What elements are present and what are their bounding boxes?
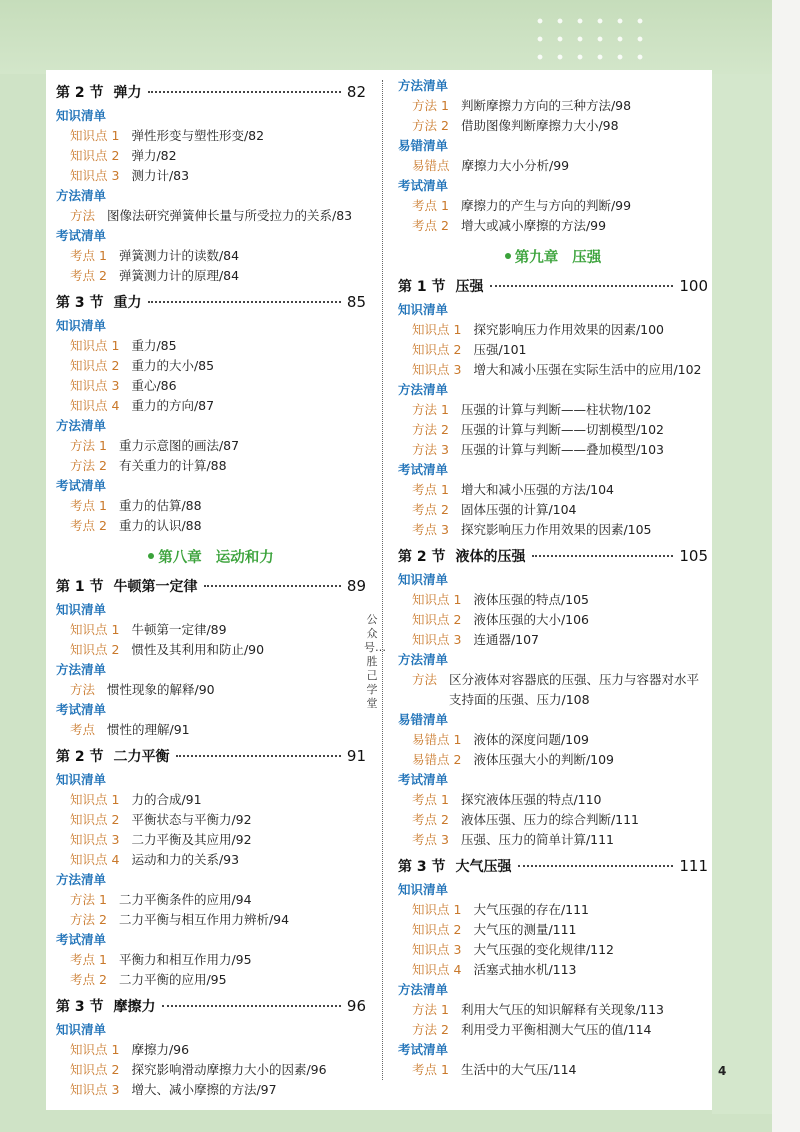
section-number: 第 3 节 — [56, 295, 104, 311]
toc-item[interactable] — [56, 640, 366, 660]
item-text: 弹簧测力计的读数/84 — [118, 248, 240, 263]
item-text: 活塞式抽水机/113 — [473, 962, 577, 977]
item-text: 液体的深度问题/109 — [473, 732, 590, 747]
item-tag: 知识点 1 — [70, 792, 120, 807]
category-label: 知识清单 — [398, 302, 449, 317]
toc-item[interactable] — [398, 750, 708, 770]
item-tag: 考点 2 — [412, 812, 449, 827]
item-text: 重力示意图的画法/87 — [118, 438, 240, 453]
item-tag: 知识点 4 — [70, 852, 120, 867]
toc-item[interactable] — [56, 1040, 366, 1060]
item-tag: 知识点 3 — [412, 632, 462, 647]
category-label: 方法清单 — [56, 188, 107, 203]
toc-right-column — [398, 76, 708, 1080]
item-text: 借助图像判断摩擦力大小/98 — [460, 118, 619, 133]
toc-item[interactable] — [56, 970, 366, 990]
toc-item[interactable] — [398, 500, 708, 520]
toc-item[interactable] — [398, 216, 708, 236]
item-tag: 知识点 4 — [412, 962, 462, 977]
item-text: 固体压强的计算/104 — [460, 502, 577, 517]
toc-item[interactable] — [398, 940, 708, 960]
category-label: 方法清单 — [398, 652, 449, 667]
toc-item[interactable] — [56, 436, 366, 456]
top-band — [0, 0, 800, 74]
toc-item[interactable] — [56, 166, 366, 186]
item-text: 力的合成/91 — [131, 792, 202, 807]
item-tag: 方法 — [70, 208, 96, 223]
toc-item[interactable] — [56, 336, 366, 356]
section-number: 第 2 节 — [56, 85, 104, 101]
item-tag: 考点 3 — [412, 522, 449, 537]
dot-leader — [176, 755, 341, 757]
item-tag: 方法 — [70, 682, 96, 697]
item-text: 惯性及其利用和防止/90 — [131, 642, 265, 657]
category-label: 知识清单 — [56, 1022, 107, 1037]
item-tag: 考点 2 — [70, 972, 107, 987]
category-label: 方法清单 — [56, 872, 107, 887]
item-text: 探究影响压力作用效果的因素/100 — [473, 322, 665, 337]
item-tag: 知识点 2 — [70, 812, 120, 827]
item-text: 液体压强大小的判断/109 — [473, 752, 615, 767]
section-heading[interactable] — [398, 546, 708, 570]
item-text: 生活中的大气压/114 — [460, 1062, 577, 1077]
section-title: 重力 — [113, 295, 142, 311]
item-text: 弹簧测力计的原理/84 — [118, 268, 240, 283]
item-tag: 知识点 1 — [412, 592, 462, 607]
toc-item[interactable] — [56, 910, 366, 930]
item-tag: 方法 2 — [70, 458, 107, 473]
item-tag: 知识点 2 — [70, 642, 120, 657]
item-tag: 知识点 1 — [70, 1042, 120, 1057]
category-label: 方法清单 — [398, 382, 449, 397]
toc-item[interactable] — [398, 920, 708, 940]
item-text: 平衡力和相互作用力/95 — [118, 952, 252, 967]
bullet-icon — [148, 553, 154, 559]
toc-item[interactable] — [398, 830, 708, 850]
item-tag: 知识点 3 — [412, 942, 462, 957]
item-text: 平衡状态与平衡力/92 — [131, 812, 252, 827]
item-text: 摩擦力的产生与方向的判断/99 — [460, 198, 632, 213]
chapter-number: 第九章 — [514, 249, 559, 266]
toc-left-column — [56, 76, 366, 1100]
decorative-dots — [530, 12, 650, 72]
item-tag: 方法 1 — [412, 402, 449, 417]
toc-item[interactable] — [398, 440, 708, 460]
dot-leader — [532, 555, 674, 557]
section-number: 第 2 节 — [56, 749, 104, 765]
item-tag: 知识点 4 — [70, 398, 120, 413]
item-tag: 知识点 1 — [70, 338, 120, 353]
item-text: 液体压强、压力的综合判断/111 — [460, 812, 640, 827]
item-text: 大气压强的存在/111 — [473, 902, 590, 917]
item-text: 增大、减小摩擦的方法/97 — [131, 1082, 277, 1097]
category-label: 知识清单 — [56, 602, 107, 617]
toc-item[interactable] — [56, 890, 366, 910]
item-tag: 易错点 1 — [412, 732, 462, 747]
category-label: 易错清单 — [398, 138, 449, 153]
item-text: 液体压强的大小/106 — [473, 612, 590, 627]
toc-item[interactable] — [398, 116, 708, 136]
item-text: 二力平衡及其应用/92 — [131, 832, 252, 847]
category-label: 考试清单 — [398, 462, 449, 477]
item-text: 重力的认识/88 — [118, 518, 202, 533]
section-number: 第 1 节 — [398, 279, 446, 295]
toc-item[interactable] — [398, 630, 708, 650]
item-tag: 方法 2 — [412, 118, 449, 133]
section-number: 第 3 节 — [56, 999, 104, 1015]
item-tag: 考点 1 — [412, 1062, 449, 1077]
item-text: 压强的计算与判断——切割模型/102 — [460, 422, 665, 437]
item-text: 弹力/82 — [131, 148, 177, 163]
item-tag: 方法 1 — [70, 892, 107, 907]
item-text: 利用受力平衡相测大气压的值/114 — [460, 1022, 652, 1037]
item-text: 重力的估算/88 — [118, 498, 202, 513]
toc-item[interactable] — [398, 610, 708, 630]
dot-leader — [162, 1005, 341, 1007]
item-tag: 方法 1 — [412, 1002, 449, 1017]
item-tag: 方法 1 — [412, 98, 449, 113]
item-tag: 知识点 3 — [70, 378, 120, 393]
right-edge — [772, 0, 800, 1132]
item-tag: 方法 — [412, 672, 438, 687]
toc-item[interactable] — [398, 520, 708, 540]
toc-item[interactable] — [56, 790, 366, 810]
item-text: 重力的大小/85 — [131, 358, 215, 373]
item-tag: 方法 3 — [412, 442, 449, 457]
dot-leader — [148, 91, 341, 93]
dot-leader — [148, 301, 341, 303]
toc-item[interactable] — [398, 340, 708, 360]
toc-item[interactable] — [56, 146, 366, 166]
toc-item[interactable] — [398, 960, 708, 980]
toc-item[interactable] — [56, 496, 366, 516]
section-number: 第 3 节 — [398, 859, 446, 875]
section-title: 压强 — [455, 279, 484, 295]
toc-item[interactable] — [398, 400, 708, 420]
item-tag: 考点 3 — [412, 832, 449, 847]
toc-item[interactable] — [56, 620, 366, 640]
toc-item[interactable] — [56, 516, 366, 536]
item-text: 压强、压力的简单计算/111 — [460, 832, 615, 847]
item-text: 重力/85 — [131, 338, 177, 353]
category-label: 考试清单 — [56, 932, 107, 947]
item-tag: 知识点 1 — [70, 128, 120, 143]
toc-item[interactable] — [56, 720, 366, 740]
item-text: 摩擦力/96 — [131, 1042, 190, 1057]
toc-item[interactable] — [398, 420, 708, 440]
item-text: 液体压强的特点/105 — [473, 592, 590, 607]
toc-item[interactable] — [398, 810, 708, 830]
item-tag: 考点 1 — [70, 498, 107, 513]
item-tag: 知识点 3 — [412, 362, 462, 377]
section-page: 89 — [346, 577, 366, 595]
section-number: 第 1 节 — [56, 579, 104, 595]
toc-item[interactable] — [56, 376, 366, 396]
toc-item[interactable] — [398, 320, 708, 340]
item-text: 弹性形变与塑性形变/82 — [131, 128, 265, 143]
chapter-heading[interactable] — [56, 542, 366, 570]
item-text: 大气压强的变化规律/112 — [473, 942, 615, 957]
item-text: 惯性现象的解释/90 — [107, 682, 215, 697]
toc-item[interactable] — [398, 670, 708, 710]
section-heading[interactable] — [56, 576, 366, 600]
item-text: 增大和减小压强的方法/104 — [460, 482, 615, 497]
item-tag: 知识点 3 — [70, 168, 120, 183]
item-tag: 考点 2 — [70, 268, 107, 283]
section-title: 摩擦力 — [113, 999, 156, 1015]
item-text: 二力平衡条件的应用/94 — [118, 892, 252, 907]
item-tag: 考点 — [70, 722, 96, 737]
category-label: 方法清单 — [398, 78, 449, 93]
toc-item[interactable] — [398, 156, 708, 176]
item-text: 摩擦力大小分析/99 — [461, 158, 570, 173]
item-tag: 知识点 3 — [70, 832, 120, 847]
toc-item[interactable] — [398, 1020, 708, 1040]
column-divider — [382, 80, 383, 1080]
item-tag: 知识点 3 — [70, 1082, 120, 1097]
toc-item[interactable] — [56, 830, 366, 850]
item-tag: 方法 2 — [412, 1022, 449, 1037]
section-heading[interactable] — [56, 82, 366, 106]
category-label: 易错清单 — [398, 712, 449, 727]
category-label: 考试清单 — [398, 178, 449, 193]
toc-item[interactable] — [398, 590, 708, 610]
toc-item[interactable] — [398, 196, 708, 216]
section-title: 大气压强 — [455, 859, 512, 875]
category-label: 知识清单 — [56, 318, 107, 333]
item-tag: 知识点 2 — [70, 1062, 120, 1077]
section-page: 105 — [679, 547, 708, 565]
item-tag: 考点 2 — [70, 518, 107, 533]
toc-item[interactable] — [398, 96, 708, 116]
item-tag: 考点 1 — [70, 952, 107, 967]
item-tag: 知识点 2 — [412, 612, 462, 627]
category-label: 知识清单 — [398, 882, 449, 897]
chapter-title: 压强 — [572, 249, 602, 266]
category-label: 知识清单 — [56, 108, 107, 123]
section-heading[interactable] — [56, 292, 366, 316]
item-text: 二力平衡与相互作用力辨析/94 — [118, 912, 290, 927]
section-page: 82 — [346, 83, 366, 101]
item-text: 图像法研究弹簧伸长量与所受拉力的关系/83 — [107, 208, 353, 223]
category-label: 方法清单 — [398, 982, 449, 997]
toc-item[interactable] — [56, 356, 366, 376]
toc-item[interactable] — [56, 1080, 366, 1100]
toc-item[interactable] — [398, 480, 708, 500]
bullet-icon — [505, 253, 511, 259]
category-label: 考试清单 — [56, 228, 107, 243]
section-page: 85 — [346, 293, 366, 311]
item-tag: 易错点 2 — [412, 752, 462, 767]
side-watermark-note: 公众号…胜己学堂 — [364, 613, 386, 710]
item-text: 牛顿第一定律/89 — [131, 622, 227, 637]
category-label: 知识清单 — [398, 572, 449, 587]
section-heading[interactable] — [398, 856, 708, 880]
toc-item[interactable] — [398, 790, 708, 810]
item-text: 测力计/83 — [131, 168, 190, 183]
toc-item[interactable] — [56, 1060, 366, 1080]
category-label: 方法清单 — [56, 418, 107, 433]
section-title: 弹力 — [113, 85, 142, 101]
item-text: 增大和减小压强在实际生活中的应用/102 — [473, 362, 702, 377]
toc-item[interactable] — [56, 246, 366, 266]
item-tag: 知识点 2 — [70, 358, 120, 373]
toc-item[interactable] — [56, 456, 366, 476]
section-title: 液体的压强 — [455, 549, 526, 565]
item-text: 大气压的测量/111 — [473, 922, 577, 937]
page-number: 4 — [718, 1064, 727, 1078]
item-text: 探究影响压力作用效果的因素/105 — [460, 522, 652, 537]
item-text: 有关重力的计算/88 — [118, 458, 227, 473]
item-text: 探究影响滑动摩擦力大小的因素/96 — [131, 1062, 327, 1077]
item-text: 压强/101 — [473, 342, 527, 357]
item-text: 惯性的理解/91 — [107, 722, 190, 737]
item-tag: 知识点 1 — [70, 622, 120, 637]
toc-item[interactable] — [56, 810, 366, 830]
item-tag: 知识点 2 — [70, 148, 120, 163]
chapter-number: 第八章 — [158, 549, 202, 566]
section-page: 100 — [679, 277, 708, 295]
item-text: 重心/86 — [131, 378, 177, 393]
toc-item[interactable] — [56, 396, 366, 416]
toc-page — [46, 70, 712, 1110]
item-tag: 考点 1 — [412, 198, 449, 213]
category-label: 考试清单 — [398, 772, 449, 787]
section-title: 二力平衡 — [113, 749, 170, 765]
item-text: 运动和力的关系/93 — [131, 852, 240, 867]
chapter-title: 运动和力 — [215, 549, 274, 566]
item-text: 重力的方向/87 — [131, 398, 215, 413]
item-text: 探究液体压强的特点/110 — [460, 792, 602, 807]
toc-item[interactable] — [398, 360, 708, 380]
page-right-strip — [712, 74, 772, 1114]
item-tag: 考点 2 — [412, 502, 449, 517]
category-label: 考试清单 — [56, 478, 107, 493]
section-heading[interactable] — [398, 276, 708, 300]
item-text: 压强的计算与判断——柱状物/102 — [460, 402, 652, 417]
toc-item[interactable] — [398, 1000, 708, 1020]
item-tag: 知识点 1 — [412, 322, 462, 337]
toc-item[interactable] — [398, 1060, 708, 1080]
section-heading[interactable] — [56, 996, 366, 1020]
toc-item[interactable] — [56, 126, 366, 146]
category-label: 考试清单 — [398, 1042, 449, 1057]
toc-item[interactable] — [56, 206, 366, 226]
item-tag: 方法 2 — [412, 422, 449, 437]
item-tag: 考点 1 — [70, 248, 107, 263]
item-text: 利用大气压的知识解释有关现象/113 — [460, 1002, 665, 1017]
item-text: 压强的计算与判断——叠加模型/103 — [460, 442, 665, 457]
section-title: 牛顿第一定律 — [113, 579, 198, 595]
section-page: 96 — [346, 997, 366, 1015]
item-tag: 知识点 2 — [412, 922, 462, 937]
item-tag: 考点 1 — [412, 482, 449, 497]
item-tag: 考点 1 — [412, 792, 449, 807]
item-text: 二力平衡的应用/95 — [118, 972, 227, 987]
item-tag: 方法 2 — [70, 912, 107, 927]
toc-item[interactable] — [56, 950, 366, 970]
chapter-heading[interactable] — [398, 242, 708, 270]
item-text: 连通器/107 — [473, 632, 540, 647]
item-text: 增大或减小摩擦的方法/99 — [460, 218, 607, 233]
toc-item[interactable] — [398, 730, 708, 750]
section-page: 111 — [679, 857, 708, 875]
item-text: 区分液体对容器底的压强、压力与容器对水平支持面的压强、压力/108 — [449, 672, 700, 707]
item-tag: 知识点 2 — [412, 342, 462, 357]
item-tag: 考点 2 — [412, 218, 449, 233]
section-number: 第 2 节 — [398, 549, 446, 565]
item-text: 判断摩擦力方向的三种方法/98 — [460, 98, 632, 113]
section-heading[interactable] — [56, 746, 366, 770]
item-tag: 知识点 1 — [412, 902, 462, 917]
item-tag: 易错点 — [412, 158, 450, 173]
toc-item[interactable] — [56, 850, 366, 870]
dot-leader — [204, 585, 341, 587]
category-label: 考试清单 — [56, 702, 107, 717]
dot-leader — [518, 865, 674, 867]
toc-item[interactable] — [56, 680, 366, 700]
toc-item[interactable] — [56, 266, 366, 286]
item-tag: 方法 1 — [70, 438, 107, 453]
toc-item[interactable] — [398, 900, 708, 920]
category-label: 知识清单 — [56, 772, 107, 787]
dot-leader — [490, 285, 674, 287]
category-label: 方法清单 — [56, 662, 107, 677]
section-page: 91 — [346, 747, 366, 765]
